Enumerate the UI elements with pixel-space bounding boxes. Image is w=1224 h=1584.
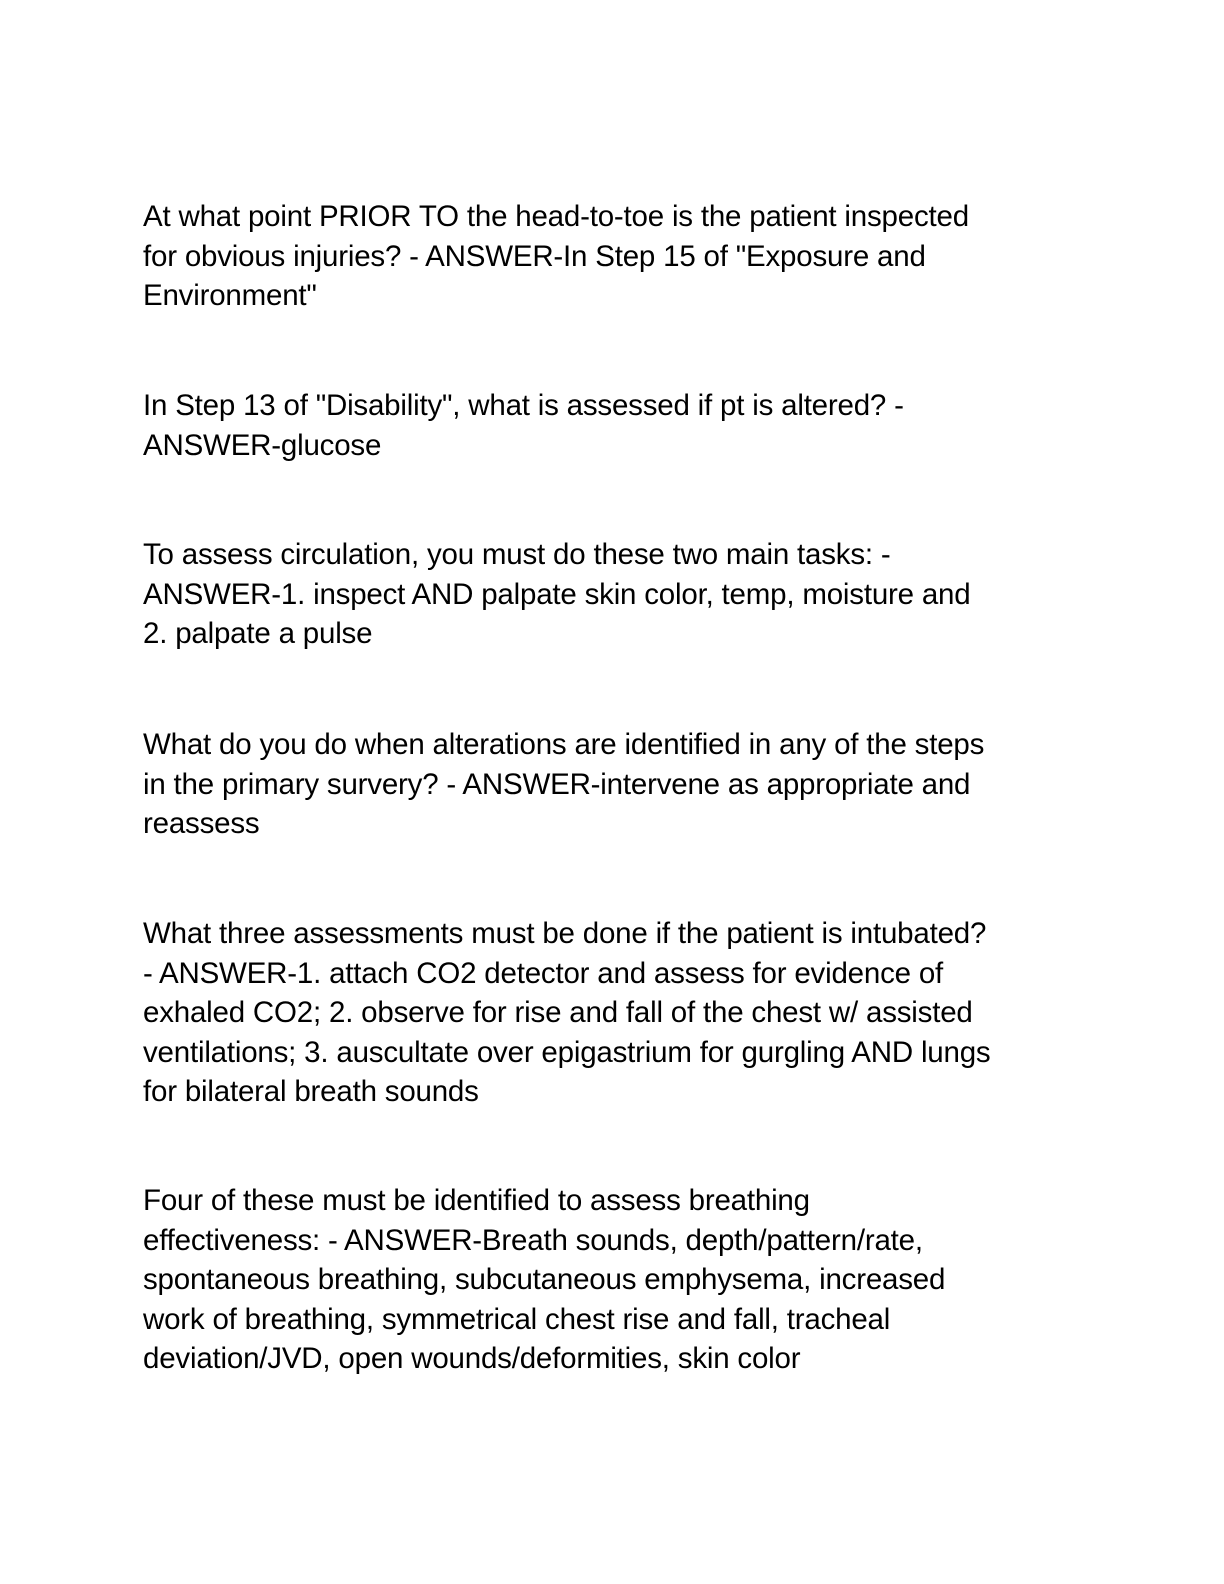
text-line: in the primary survery? - ANSWER-intervene as appropriate and <box>143 767 971 801</box>
text-line: reassess <box>143 807 260 841</box>
text-line: Four of these must be identified to assess breathing <box>143 1184 810 1217</box>
text-line: ventilations; 3. auscultate over epigastrium for gurgling AND lungs <box>143 1035 991 1069</box>
text-line: exhaled CO2; 2. observe for rise and fall of the chest w/ assisted <box>143 996 973 1030</box>
text-line: 2. palpate a pulse <box>143 617 373 651</box>
qa-entry-disability <box>143 386 1083 465</box>
text-line: spontaneous breathing, subcutaneous emphysema, increased <box>143 1263 946 1297</box>
text-line: work of breathing, symmetrical chest rise and fall, tracheal <box>143 1302 891 1336</box>
text-line: To assess circulation, you must do these two main tasks: - <box>143 538 891 571</box>
text-line: for bilateral breath sounds <box>143 1075 479 1109</box>
text-line: for obvious injuries? - ANSWER-In Step 15 of "Exposure and <box>143 239 926 273</box>
text-line: In Step 13 of "Disability", what is assessed if pt is altered? - <box>143 389 904 422</box>
text-line: deviation/JVD, open wounds/deformities, skin color <box>143 1342 801 1376</box>
qa-entry-intubated <box>143 914 1083 1112</box>
qa-entry-exposure-environment <box>143 197 1083 316</box>
text-line: What three assessments must be done if the patient is intubated? <box>143 917 987 950</box>
qa-entry-circulation <box>143 535 1083 654</box>
qa-entry-breathing <box>143 1181 1083 1379</box>
text-line: ANSWER-1. inspect AND palpate skin color, temp, moisture and <box>143 577 971 611</box>
text-line: - ANSWER-1. attach CO2 detector and assess for evidence of <box>143 956 944 990</box>
qa-entry-alterations <box>143 725 1083 844</box>
text-line: At what point PRIOR TO the head-to-toe is the patient inspected <box>143 200 969 233</box>
text-line: effectiveness: - ANSWER-Breath sounds, depth/pattern/rate, <box>143 1223 923 1257</box>
text-line: Environment" <box>143 279 317 313</box>
text-line: ANSWER-glucose <box>143 428 382 462</box>
text-line: What do you do when alterations are identified in any of the steps <box>143 728 985 761</box>
